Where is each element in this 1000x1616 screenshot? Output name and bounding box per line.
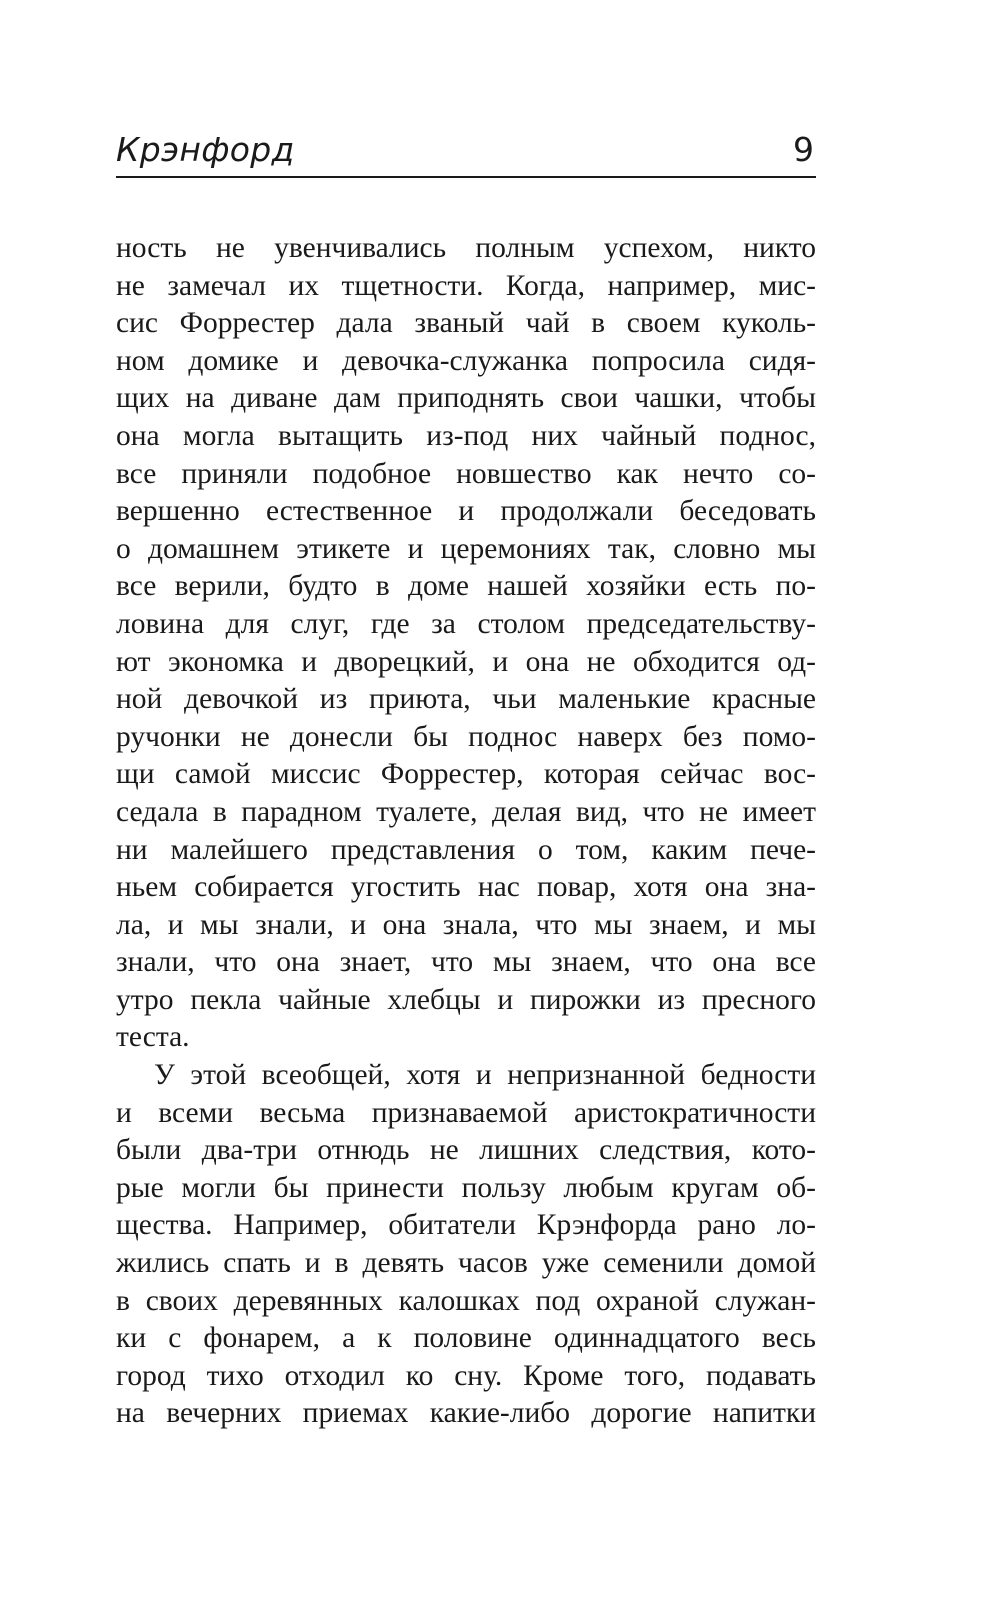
text-line: не замечал их тщетности. Когда, например, мис- [116,269,816,302]
running-title: Крэнфорд [116,130,295,169]
text-line: о домашнем этикете и церемониях так, словно мы [116,532,816,565]
text-line: ном домике и девочка-служанка попросила сидя- [116,344,816,377]
text-line: рые могли бы принести пользу любым кругам об- [116,1171,816,1204]
text-line: вершенно естественное и продолжали беседовать [116,495,816,528]
text-line: все верили, будто в доме нашей хозяйки есть по- [116,570,816,603]
text-line: и всеми весьма признаваемой аристократичности [116,1096,816,1129]
text-line: щи самой миссис Форрестер, которая сейчас вос- [116,758,816,791]
text-line: на вечерних приемах какие-либо дорогие напитки [116,1397,816,1430]
text-line: ньем собирается угостить нас повар, хотя она зна- [116,871,816,904]
text-line: она могла вытащить из-под них чайный поднос, [116,419,816,452]
page-number: 9 [793,130,814,169]
text-line-paragraph-start: У этой всеобщей, хотя и непризнанной бедности [154,1059,816,1092]
body-text [116,230,816,1433]
text-line: щих на диване дам приподнять свои чашки, чтобы [116,382,816,415]
text-line: ла, и мы знали, и она знала, что мы знаем, и мы [116,908,816,941]
text-line: щества. Например, обитатели Крэнфорда рано ло- [116,1209,816,1242]
text-line: ки с фонарем, а к половине одиннадцатого весь [116,1322,816,1355]
text-line: были два-три отнюдь не лишних следствия, кото- [116,1134,816,1167]
text-line: седала в парадном туалете, делая вид, что не имеет [116,795,816,828]
running-header [116,126,816,178]
text-line: утро пекла чайные хлебцы и пирожки из пресного [116,983,816,1016]
text-line: все приняли подобное новшество как нечто со- [116,457,816,490]
text-line: в своих деревянных калошках под охраной служан- [116,1284,816,1317]
text-line: жились спать и в девять часов уже семенили домой [116,1247,816,1280]
text-line: ность не увенчивались полным успехом, никто [116,232,816,264]
text-line-paragraph-end: теста. [116,1021,190,1054]
text-line: город тихо отходил ко сну. Кроме того, подавать [116,1359,816,1392]
text-line: ни малейшего представления о том, каким пече- [116,833,816,866]
text-line: знали, что она знает, что мы знаем, что она все [116,946,816,979]
text-line: ют экономка и дворецкий, и она не обходится од- [116,645,816,678]
text-line: ной девочкой из приюта, чьи маленькие красные [116,683,816,716]
text-line: ручонки не донесли бы поднос наверх без помо- [116,720,816,753]
text-line: ловина для слуг, где за столом председательству- [116,607,816,640]
text-line: сис Форрестер дала званый чай в своем куколь- [116,307,816,340]
